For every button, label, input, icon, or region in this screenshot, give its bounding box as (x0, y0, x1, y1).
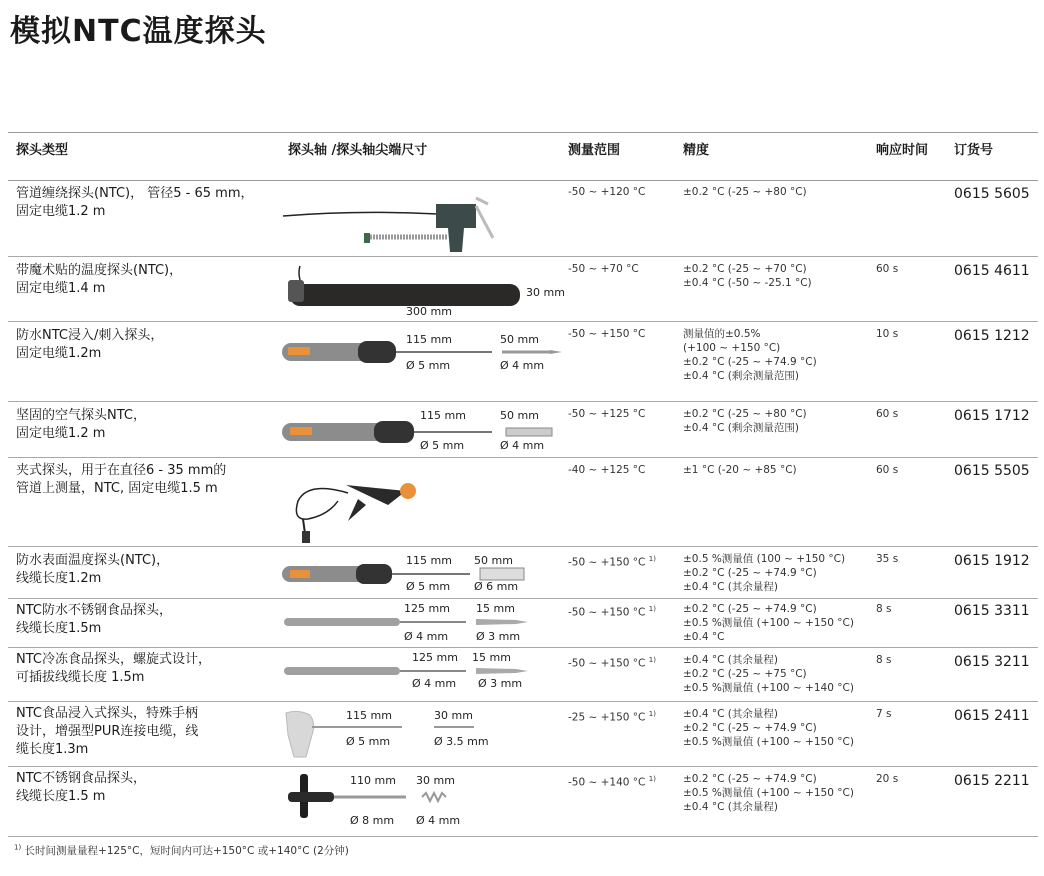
dim-label: Ø 5 mm (420, 439, 465, 452)
name-line: 固定电缆1.2 m (16, 204, 106, 219)
dim-label: 125 mm (412, 651, 458, 664)
accuracy-line: ±0.4 °C (-50 ~ -25.1 °C) (683, 277, 812, 289)
dim-label: Ø 4 mm (416, 814, 461, 827)
table-row (8, 321, 1038, 402)
order-number: 0615 2411 (954, 708, 1030, 724)
accuracy-line: ±0.5 %测量值 (+100 ~ +150 °C) (683, 736, 854, 748)
header-response: 响应时间 (876, 143, 929, 158)
dim-label: 15 mm (476, 602, 515, 615)
name-line: 固定电缆1.2 m (16, 426, 106, 441)
accuracy-line: ±0.4 °C (剩余测量范围) (683, 422, 799, 434)
velcro-probe-image (278, 262, 538, 306)
accuracy-line: (+100 ~ +150 °C) (683, 342, 781, 354)
probe-name (16, 770, 146, 806)
name-line: 固定电缆1.2m (16, 346, 102, 361)
order-number: 0615 1212 (954, 328, 1030, 344)
accuracy-value (683, 463, 797, 477)
probe-name (16, 651, 211, 687)
accuracy-value (683, 772, 854, 814)
dim-label: 110 mm (350, 774, 396, 787)
accuracy-line: ±0.5 %测量值 (+100 ~ +150 °C) (683, 617, 854, 629)
header-type: 探头类型 (16, 143, 69, 158)
header-shaft: 探头轴 /探头轴尖端尺寸 (288, 143, 428, 158)
table-row (8, 401, 1038, 458)
response-value: 60 s (876, 408, 899, 420)
dim-label: 115 mm (346, 709, 392, 722)
name-line: 缆长度1.3m (16, 742, 89, 757)
range-text: -25 ~ +150 °C (568, 711, 646, 724)
accuracy-value (683, 327, 817, 383)
probe-name (16, 327, 163, 363)
name-line: 管道缠绕探头(NTC)， 管径5 - 65 mm， (16, 186, 254, 201)
name-line: 线缆长度1.5 m (16, 789, 106, 804)
response-value: 10 s (876, 328, 899, 340)
accuracy-line: ±0.4 °C (其余量程) (683, 581, 778, 593)
accuracy-line: ±0.2 °C (-25 ~ +74.9 °C) (683, 773, 817, 785)
accuracy-line: ±0.5 %测量值 (+100 ~ +150 °C) (683, 787, 854, 799)
table-row (8, 457, 1038, 547)
name-line: 夹式探头，用于在直径6 - 35 mm的 (16, 463, 227, 478)
dim-label: Ø 5 mm (406, 359, 451, 372)
response-value: 35 s (876, 553, 899, 565)
accuracy-line: ±0.2 °C (-25 ~ +80 °C) (683, 186, 807, 198)
range-value (568, 707, 656, 725)
response-value: 60 s (876, 464, 899, 476)
accuracy-value (683, 185, 807, 199)
accuracy-line: ±0.5 %测量值 (+100 ~ +140 °C) (683, 682, 854, 694)
table-row (8, 766, 1038, 837)
footnote-marker: 1) (648, 710, 656, 718)
range-value: -50 ~ +150 °C (568, 328, 646, 340)
accuracy-value (683, 552, 845, 594)
accuracy-line: ±0.2 °C (-25 ~ +74.9 °C) (683, 567, 817, 579)
range-value (568, 552, 656, 570)
footnote-text: 长时间测量量程+125°C，短时间内可达+150°C 或+140°C (2分钟) (24, 845, 349, 857)
accuracy-line: ±0.4 °C (其余量程) (683, 654, 778, 666)
accuracy-line: ±0.2 °C (-25 ~ +74.9 °C) (683, 722, 817, 734)
probe-name (16, 602, 172, 638)
dim-label: 50 mm (474, 554, 513, 567)
range-value: -50 ~ +125 °C (568, 408, 646, 420)
accuracy-line: ±0.2 °C (-25 ~ +74.9 °C) (683, 356, 817, 368)
dim-label: Ø 5 mm (346, 735, 391, 748)
range-text: -50 ~ +150 °C (568, 657, 646, 670)
probe-name (16, 462, 226, 498)
accuracy-value (683, 653, 854, 695)
accuracy-line: ±0.2 °C (-25 ~ +75 °C) (683, 668, 807, 680)
dim-label: 30 mm (526, 286, 565, 299)
page-title: 模拟NTC温度探头 (10, 14, 267, 49)
name-line: 坚固的空气探头NTC， (16, 408, 146, 423)
accuracy-value (683, 707, 854, 749)
probe-name (16, 552, 169, 588)
table-row (8, 701, 1038, 767)
probe-name (16, 262, 182, 298)
dim-label: Ø 3.5 mm (434, 735, 489, 748)
probe-name (16, 705, 198, 759)
table-row (8, 598, 1038, 648)
accuracy-value (683, 407, 807, 435)
response-value: 8 s (876, 603, 892, 615)
order-number: 0615 2211 (954, 773, 1030, 789)
range-text: -50 ~ +150 °C (568, 556, 646, 569)
dim-label: 115 mm (406, 333, 452, 346)
range-value: -50 ~ +70 °C (568, 263, 639, 275)
dim-label: 30 mm (434, 709, 473, 722)
accuracy-line: ±0.4 °C (剩余测量范围) (683, 370, 799, 382)
order-number: 0615 3211 (954, 654, 1030, 670)
name-line: 固定电缆1.4 m (16, 281, 106, 296)
dim-label: 50 mm (500, 409, 539, 422)
range-value (568, 772, 656, 790)
order-number: 0615 1712 (954, 408, 1030, 424)
order-number: 0615 4611 (954, 263, 1030, 279)
dim-label: Ø 4 mm (404, 630, 449, 643)
dim-label: 115 mm (420, 409, 466, 422)
probe-name (16, 185, 254, 221)
accuracy-line: ±0.5 %测量值 (100 ~ +150 °C) (683, 553, 846, 565)
range-value: -40 ~ +125 °C (568, 464, 646, 476)
header-top-rule (8, 132, 1038, 133)
dim-label: Ø 4 mm (412, 677, 457, 690)
name-line: 防水表面温度探头(NTC)， (16, 553, 170, 568)
dim-label: 125 mm (404, 602, 450, 615)
range-value (568, 602, 656, 620)
clamp-probe-image (288, 471, 428, 547)
accuracy-line: ±0.2 °C (-25 ~ +80 °C) (683, 408, 807, 420)
response-value: 60 s (876, 263, 899, 275)
dim-label: Ø 4 mm (500, 439, 545, 452)
footnote-marker: 1) (648, 656, 656, 664)
order-number: 0615 5605 (954, 186, 1030, 202)
header-order: 订货号 (954, 143, 994, 158)
accuracy-value (683, 262, 812, 290)
name-line: NTC防水不锈钢食品探头， (16, 603, 172, 618)
name-line: 可插拔线缆长度 1.5m (16, 670, 145, 685)
accuracy-line: ±0.4 °C (683, 631, 725, 643)
response-value: 20 s (876, 773, 899, 785)
dim-label: 30 mm (416, 774, 455, 787)
accuracy-line: ±0.2 °C (-25 ~ +74.9 °C) (683, 603, 817, 615)
name-line: 线缆长度1.5m (16, 621, 102, 636)
range-text: -50 ~ +150 °C (568, 606, 646, 619)
name-line: NTC冷冻食品探头，螺旋式设计， (16, 652, 211, 667)
probe-name (16, 407, 146, 443)
range-value (568, 653, 656, 671)
order-number: 0615 1912 (954, 553, 1030, 569)
food-probe-image (280, 614, 540, 630)
accuracy-line: ±1 °C (-20 ~ +85 °C) (683, 464, 797, 476)
name-line: 防水NTC浸入/刺入探头， (16, 328, 164, 343)
header-range: 测量范围 (568, 143, 621, 158)
pipe-wrap-probe-image (278, 184, 503, 256)
dim-label: Ø 8 mm (350, 814, 395, 827)
range-value: -50 ~ +120 °C (568, 186, 646, 198)
accuracy-value (683, 602, 854, 644)
footnote (14, 843, 349, 858)
header-accuracy: 精度 (683, 143, 710, 158)
response-value: 8 s (876, 654, 892, 666)
accuracy-line: ±0.4 °C (其余量程) (683, 708, 778, 720)
footnote-marker: 1) (14, 843, 22, 852)
range-text: -50 ~ +140 °C (568, 776, 646, 789)
dim-label: 300 mm (406, 305, 452, 318)
name-line: 设计，增强型PUR连接电缆，线 (16, 724, 199, 739)
dim-label: Ø 5 mm (406, 580, 451, 593)
name-line: NTC食品浸入式探头，特殊手柄 (16, 706, 198, 721)
accuracy-line: ±0.4 °C (其余量程) (683, 801, 778, 813)
dim-label: 50 mm (500, 333, 539, 346)
table-row (8, 647, 1038, 702)
footnote-marker: 1) (648, 555, 656, 563)
name-line: 管道上测量，NTC, 固定电缆1.5 m (16, 481, 218, 496)
name-line: 带魔术贴的温度探头(NTC)， (16, 263, 183, 278)
order-number: 0615 5505 (954, 463, 1030, 479)
dim-label: 15 mm (472, 651, 511, 664)
dim-label: Ø 4 mm (500, 359, 545, 372)
footnote-marker: 1) (648, 775, 656, 783)
table-row (8, 546, 1038, 599)
footnote-marker: 1) (648, 605, 656, 613)
dim-label: Ø 3 mm (476, 630, 521, 643)
dim-label: Ø 6 mm (474, 580, 519, 593)
dim-label: Ø 3 mm (478, 677, 523, 690)
order-number: 0615 3311 (954, 603, 1030, 619)
accuracy-line: ±0.2 °C (-25 ~ +70 °C) (683, 263, 807, 275)
name-line: NTC不锈钢食品探头， (16, 771, 146, 786)
name-line: 线缆长度1.2m (16, 571, 102, 586)
response-value: 7 s (876, 708, 892, 720)
table-row (8, 256, 1038, 322)
dim-label: 115 mm (406, 554, 452, 567)
table-row (8, 180, 1038, 257)
accuracy-line: 测量值的±0.5% (683, 328, 761, 340)
